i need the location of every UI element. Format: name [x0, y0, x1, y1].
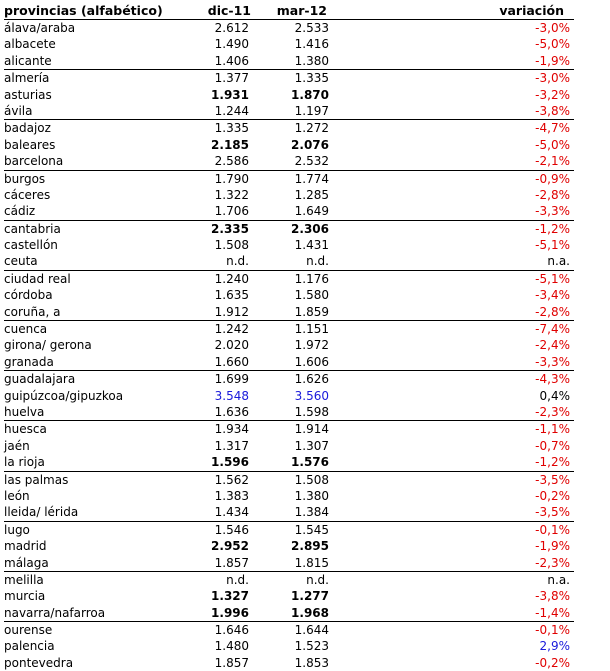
variation-cell: -4,7%: [535, 121, 570, 136]
province-cell: málaga: [4, 555, 49, 570]
mar12-cell: 1.272: [294, 121, 329, 136]
mar12-cell: 1.416: [294, 37, 329, 52]
table-row: [4, 19, 574, 36]
mar12-cell: 1.307: [294, 438, 329, 453]
table-row: [4, 621, 574, 638]
mar12-cell: 1.545: [294, 522, 329, 537]
variation-cell: -3,0%: [535, 71, 570, 86]
province-cell: alicante: [4, 53, 52, 68]
variation-cell: -0,9%: [535, 171, 570, 186]
variation-cell: -7,4%: [535, 322, 570, 337]
variation-cell: -3,5%: [535, 505, 570, 520]
dic11-cell: 1.562: [214, 472, 249, 487]
province-cell: burgos: [4, 171, 46, 186]
variation-cell: n.a.: [547, 254, 570, 269]
dic11-cell: 1.434: [214, 505, 249, 520]
table-row: [4, 571, 574, 588]
dic11-cell: 1.322: [214, 187, 249, 202]
variation-cell: -3,8%: [535, 589, 570, 604]
mar12-cell: 1.649: [294, 204, 329, 219]
table-row: [4, 488, 574, 504]
variation-cell: -0,2%: [535, 488, 570, 503]
mar12-cell: 1.644: [294, 623, 329, 638]
dic11-cell: n.d.: [226, 572, 249, 587]
variation-cell: -1,2%: [535, 221, 570, 236]
province-cell: palencia: [4, 639, 55, 654]
province-cell: lugo: [4, 522, 30, 537]
mar12-cell: 1.576: [291, 455, 329, 470]
table-row: [4, 337, 574, 353]
province-cell: murcia: [4, 589, 46, 604]
table-row: [4, 220, 574, 237]
table-row: [4, 69, 574, 86]
mar12-cell: 1.384: [294, 505, 329, 520]
mar12-cell: 1.523: [294, 639, 329, 654]
mar12-cell: 1.815: [294, 555, 329, 570]
table-row: [4, 388, 574, 404]
dic11-cell: 1.931: [211, 87, 249, 102]
variation-cell: -1,1%: [535, 422, 570, 437]
province-cell: pontevedra: [4, 655, 74, 670]
dic11-cell: 1.636: [214, 404, 249, 419]
mar12-cell: 1.870: [291, 87, 329, 102]
province-cell: las palmas: [4, 472, 69, 487]
variation-cell: -2,1%: [535, 154, 570, 169]
dic11-cell: 1.912: [214, 304, 249, 319]
mar12-cell: 2.076: [291, 137, 329, 152]
variation-cell: -1,9%: [535, 53, 570, 68]
variation-cell: -1,9%: [535, 539, 570, 554]
table-row: [4, 53, 574, 69]
dic11-cell: 1.335: [214, 121, 249, 136]
table-row: [4, 137, 574, 153]
variation-cell: -1,4%: [535, 605, 570, 620]
header-row: [4, 4, 574, 19]
dic11-cell: 2.185: [211, 137, 249, 152]
table-row: [4, 655, 574, 671]
variation-cell: -2,3%: [535, 404, 570, 419]
table-row: [4, 203, 574, 219]
mar12-cell: 1.285: [294, 187, 329, 202]
dic11-cell: 1.406: [214, 53, 249, 68]
dic11-cell: 1.790: [214, 171, 249, 186]
dic11-cell: 3.548: [214, 388, 249, 403]
mar12-cell: 1.968: [291, 605, 329, 620]
dic11-cell: 1.490: [214, 37, 249, 52]
province-cell: albacete: [4, 37, 56, 52]
mar12-cell: 2.533: [294, 21, 329, 35]
variation-cell: -5,1%: [535, 271, 570, 286]
variation-cell: -0,1%: [535, 623, 570, 638]
mar12-cell: n.d.: [306, 572, 329, 587]
price-table: [4, 4, 574, 671]
mar12-cell: 1.380: [294, 53, 329, 68]
dic11-cell: 1.546: [214, 522, 249, 537]
variation-cell: -1,2%: [535, 455, 570, 470]
province-cell: ciudad real: [4, 271, 71, 286]
table-row: [4, 404, 574, 420]
variation-cell: -5,1%: [535, 238, 570, 253]
mar12-cell: 3.560: [294, 388, 329, 403]
mar12-cell: 2.306: [291, 221, 329, 236]
province-cell: navarra/nafarroa: [4, 605, 106, 620]
table-row: [4, 555, 574, 571]
province-cell: huesca: [4, 422, 47, 437]
mar12-cell: 1.914: [294, 422, 329, 437]
mar12-cell: 2.532: [294, 154, 329, 169]
mar12-cell: 1.277: [291, 589, 329, 604]
dic11-cell: 1.480: [214, 639, 249, 654]
province-cell: lleida/ lérida: [4, 505, 79, 520]
dic11-cell: 1.317: [214, 438, 249, 453]
province-cell: badajoz: [4, 121, 51, 136]
table-body: [4, 19, 574, 671]
province-cell: coruña, a: [4, 304, 61, 319]
province-cell: guipúzcoa/gipuzkoa: [4, 388, 124, 403]
table-row: [4, 36, 574, 52]
province-cell: castellón: [4, 238, 58, 253]
mar12-cell: 1.853: [294, 655, 329, 670]
mar12-cell: 1.580: [294, 288, 329, 303]
variation-cell: -3,4%: [535, 288, 570, 303]
table-row: [4, 521, 574, 538]
mar12-cell: 1.380: [294, 488, 329, 503]
dic11-cell: 1.240: [214, 271, 249, 286]
province-cell: guadalajara: [4, 372, 76, 387]
mar12-cell: 1.431: [294, 238, 329, 253]
province-cell: cáceres: [4, 187, 51, 202]
table-row: [4, 320, 574, 337]
province-cell: ceuta: [4, 254, 38, 269]
table-row: [4, 270, 574, 287]
variation-cell: 0,4%: [539, 388, 570, 403]
table-row: [4, 438, 574, 454]
mar12-cell: 1.197: [294, 103, 329, 118]
table-row: [4, 304, 574, 320]
dic11-cell: 1.706: [214, 204, 249, 219]
variation-cell: -0,1%: [535, 522, 570, 537]
dic11-header: dic-11: [207, 3, 251, 18]
province-cell: melilla: [4, 572, 44, 587]
variation-cell: -0,7%: [535, 438, 570, 453]
mar12-cell: 1.598: [294, 404, 329, 419]
dic11-cell: 1.377: [214, 71, 249, 86]
dic11-cell: 1.660: [214, 354, 249, 369]
dic11-cell: 1.242: [214, 322, 249, 337]
dic11-cell: 1.383: [214, 488, 249, 503]
table-row: [4, 187, 574, 203]
province-cell: la rioja: [4, 455, 45, 470]
dic11-cell: 2.612: [214, 21, 249, 35]
province-cell: girona/ gerona: [4, 338, 92, 353]
dic11-cell: 1.244: [214, 103, 249, 118]
dic11-cell: 1.635: [214, 288, 249, 303]
variation-cell: -2,3%: [535, 555, 570, 570]
table-row: [4, 153, 574, 169]
province-cell: ourense: [4, 623, 53, 638]
table-row: [4, 420, 574, 437]
dic11-cell: 2.952: [211, 539, 249, 554]
province-cell: córdoba: [4, 288, 53, 303]
dic11-cell: 2.335: [211, 221, 249, 236]
province-cell: cantabria: [4, 221, 61, 236]
mar12-cell: 1.176: [294, 271, 329, 286]
province-cell: ávila: [4, 103, 33, 118]
mar12-cell: 1.626: [294, 372, 329, 387]
variation-cell: -0,2%: [535, 655, 570, 670]
province-cell: león: [4, 488, 30, 503]
table-row: [4, 605, 574, 621]
table-row: [4, 588, 574, 604]
dic11-cell: 1.857: [214, 555, 249, 570]
mar12-cell: 1.508: [294, 472, 329, 487]
dic11-cell: 1.596: [211, 455, 249, 470]
dic11-cell: 1.996: [211, 605, 249, 620]
variation-cell: 2,9%: [539, 639, 570, 654]
dic11-cell: 1.327: [211, 589, 249, 604]
dic11-cell: 2.020: [214, 338, 249, 353]
variation-cell: -3,5%: [535, 472, 570, 487]
province-cell: huelva: [4, 404, 45, 419]
dic11-cell: 1.934: [214, 422, 249, 437]
table-row: [4, 170, 574, 187]
mar12-cell: 1.335: [294, 71, 329, 86]
table-row: [4, 354, 574, 370]
province-cell: almería: [4, 71, 50, 86]
table-row: [4, 237, 574, 253]
mar12-cell: 1.859: [294, 304, 329, 319]
province-cell: barcelona: [4, 154, 64, 169]
variation-cell: n.a.: [547, 572, 570, 587]
mar12-cell: 1.972: [294, 338, 329, 353]
province-cell: cádiz: [4, 204, 36, 219]
province-header: provincias (alfabético): [4, 3, 163, 18]
province-cell: baleares: [4, 137, 56, 152]
dic11-cell: 1.699: [214, 372, 249, 387]
variation-cell: -5,0%: [535, 37, 570, 52]
province-cell: cuenca: [4, 322, 48, 337]
table-row: [4, 103, 574, 119]
table-row: [4, 538, 574, 554]
dic11-cell: 2.586: [214, 154, 249, 169]
variation-cell: -3,2%: [535, 87, 570, 102]
variation-cell: -2,8%: [535, 304, 570, 319]
dic11-cell: 1.857: [214, 655, 249, 670]
mar12-cell: 1.774: [294, 171, 329, 186]
variation-cell: -2,4%: [535, 338, 570, 353]
variation-cell: -3,3%: [535, 354, 570, 369]
mar12-cell: n.d.: [306, 254, 329, 269]
table-row: [4, 253, 574, 269]
province-cell: granada: [4, 354, 54, 369]
province-cell: álava/araba: [4, 21, 76, 35]
province-cell: jaén: [4, 438, 30, 453]
variation-cell: -4,3%: [535, 372, 570, 387]
variation-cell: -5,0%: [535, 137, 570, 152]
table-row: [4, 287, 574, 303]
variation-cell: -3,3%: [535, 204, 570, 219]
variation-header: variación: [499, 3, 564, 18]
variation-cell: -2,8%: [535, 187, 570, 202]
variation-cell: -3,8%: [535, 103, 570, 118]
province-cell: asturias: [4, 87, 52, 102]
dic11-cell: n.d.: [226, 254, 249, 269]
mar12-cell: 2.895: [291, 539, 329, 554]
table-row: [4, 370, 574, 387]
mar12-cell: 1.151: [294, 322, 329, 337]
table-row: [4, 87, 574, 103]
mar12-header: mar-12: [276, 3, 327, 18]
table-row: [4, 454, 574, 470]
dic11-cell: 1.508: [214, 238, 249, 253]
table-row: [4, 471, 574, 488]
variation-cell: -3,0%: [535, 21, 570, 35]
table-row: [4, 119, 574, 136]
province-cell: madrid: [4, 539, 47, 554]
table-row: [4, 638, 574, 654]
dic11-cell: 1.646: [214, 623, 249, 638]
mar12-cell: 1.606: [294, 354, 329, 369]
table-row: [4, 504, 574, 520]
